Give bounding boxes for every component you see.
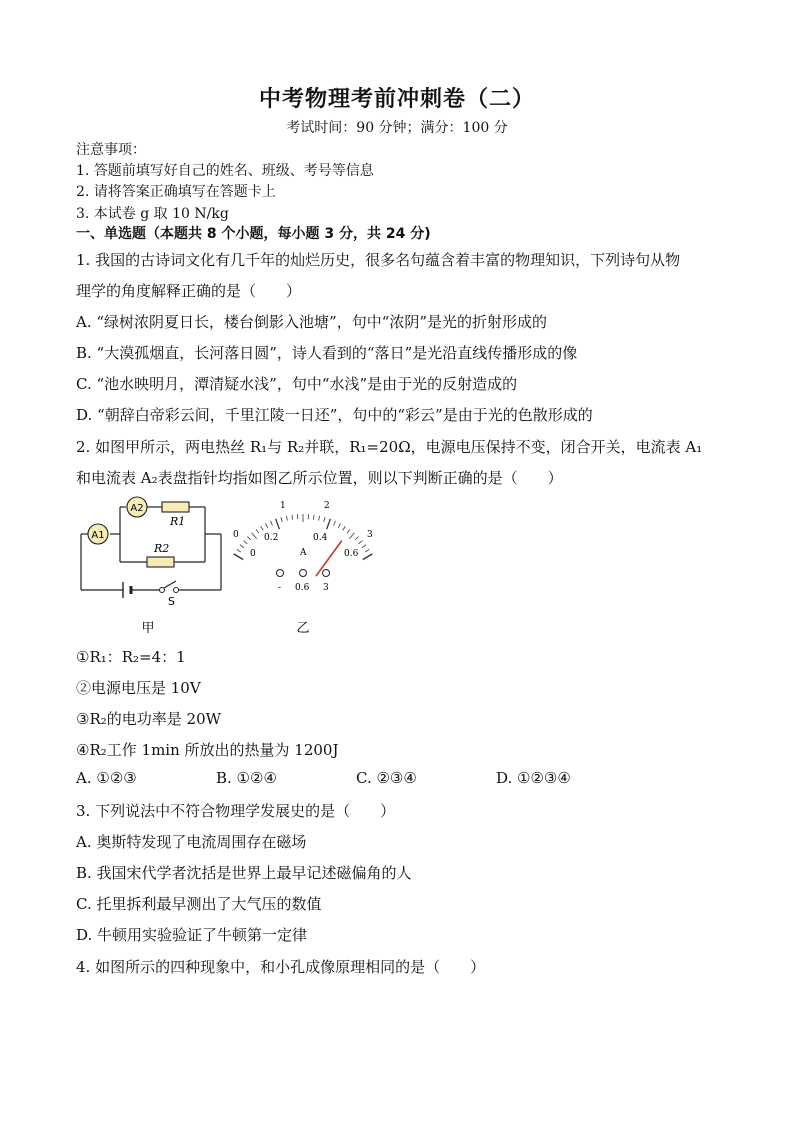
dial-tick <box>313 515 314 520</box>
dial-tick <box>343 526 346 530</box>
terminal-3 <box>323 570 330 577</box>
page-title: 中考物理考前冲刺卷（二） <box>258 87 535 112</box>
q1-stem-line1: 1. 我国的古诗词文化有几千年的灿烂历史，很多名句蕴含着丰富的物理知识，下列诗句从物 <box>76 251 681 269</box>
scale-top-2: 2 <box>324 501 330 511</box>
q2-choices <box>76 769 636 787</box>
scale-bottom-3: 0.6 <box>344 549 359 559</box>
terminal-label-0-6: 0.6 <box>295 583 310 593</box>
section-title: 一、单选题（本题共 8 个小题，每小题 3 分，共 24 分) <box>76 226 431 242</box>
dial-tick <box>363 554 373 560</box>
q2-statement-1: ①R₁：R₂=4：1 <box>76 648 186 666</box>
q2-choice-b: B. ①②④ <box>216 769 277 787</box>
dial-tick <box>349 533 354 539</box>
dial-tick <box>237 549 241 552</box>
dial-tick <box>244 541 248 544</box>
note-item-1: 1. 答题前填写好自己的姓名、班级、考号等信息 <box>76 163 374 179</box>
q2-stem-line1: 2. 如图甲所示，两电热丝 R₁与 R₂并联，R₁=20Ω，电源电压保持不变，闭合开关，电流表 A₁ <box>76 438 703 456</box>
scale-top-0: 0 <box>233 530 239 540</box>
dial-tick <box>271 521 273 526</box>
ammeter-a2-label: A2 <box>130 503 144 514</box>
dial-tick <box>327 519 331 529</box>
q3-option-c: C. 托里拆利最早测出了大气压的数值 <box>76 895 322 913</box>
r2-label: R2 <box>154 542 170 555</box>
q2-statement-2: ②电源电压是 10V <box>76 679 201 697</box>
terminal-label-3: 3 <box>323 583 329 593</box>
note-item-2: 2. 请将答案正确填写在答题卡上 <box>76 184 276 200</box>
q2-stem-line2: 和电流表 A₂表盘指针均指如图乙所示位置，则以下判断正确的是（ ） <box>76 469 563 487</box>
q2-statement-3: ③R₂的电功率是 20W <box>76 710 222 728</box>
dial-tick <box>240 545 244 548</box>
dial-tick <box>252 533 257 539</box>
dial-tick <box>256 529 259 533</box>
terminal-label-negative: - <box>278 583 282 593</box>
terminal-0-6 <box>300 570 307 577</box>
dial-tick <box>359 541 363 544</box>
q2-choice-d: D. ①②③④ <box>496 769 571 787</box>
q1-stem-line2: 理学的角度解释正确的是（ ） <box>76 282 302 300</box>
dial-tick <box>319 516 320 521</box>
switch-label: S <box>168 595 175 608</box>
scale-bottom-0: 0 <box>250 549 256 559</box>
dial-tick <box>334 521 336 526</box>
q1-option-a: A. “绿树浓阴夏日长，楼台倒影入池塘”，句中“浓阴”是光的折射形成的 <box>76 313 548 331</box>
q3-stem: 3. 下列说法中不符合物理学发展史的是（ ） <box>76 802 396 820</box>
switch-contact-right <box>174 588 179 593</box>
meter-unit: A <box>300 548 307 558</box>
q3-option-a: A. 奥斯特发现了电流周围存在磁场 <box>76 833 307 851</box>
terminal-negative <box>277 570 284 577</box>
resistor-r1 <box>162 502 189 512</box>
dial-tick <box>286 516 287 521</box>
dial-tick <box>355 537 359 541</box>
q4-stem: 4. 如图所示的四种现象中，和小孔成像原理相同的是（ ） <box>76 958 486 976</box>
q2-choice-a: A. ①②③ <box>76 769 137 787</box>
scale-top-3: 3 <box>367 530 373 540</box>
scale-top-1: 1 <box>280 501 286 511</box>
dial-tick <box>276 519 280 529</box>
dial-tick <box>234 554 244 560</box>
scale-bottom-2: 0.4 <box>313 533 328 543</box>
q2-choice-c: C. ②③④ <box>356 769 417 787</box>
q2-statement-4: ④R₂工作 1min 所放出的热量为 1200J <box>76 741 339 759</box>
switch-contact-left <box>160 588 165 593</box>
meter-caption: 乙 <box>296 621 310 636</box>
note-item-3: 3. 本试卷 g 取 10 N/kg <box>76 206 229 222</box>
resistor-r2 <box>147 557 174 567</box>
q3-option-d: D. 牛顿用实验验证了牛顿第一定律 <box>76 926 308 944</box>
dial-tick <box>365 549 369 552</box>
dial-tick <box>362 545 366 548</box>
r1-label: R1 <box>170 515 186 528</box>
exam-info: 考试时间：90 分钟；满分：100 分 <box>286 120 508 136</box>
dial-tick <box>292 515 293 520</box>
notes-heading: 注意事项： <box>76 142 146 158</box>
dial-tick <box>281 517 282 522</box>
ammeter-a1-label: A1 <box>91 530 105 541</box>
dial-tick <box>265 523 267 527</box>
q1-option-b: B. “大漠孤烟直，长河落日圆”，诗人看到的“落日”是光沿直线传播形成的像 <box>76 344 578 362</box>
q1-option-d: D. “朝辞白帝彩云间，千里江陵一日还”，句中的“彩云”是由于光的色散形成的 <box>76 406 593 424</box>
dial-tick <box>324 517 325 522</box>
switch-lever <box>164 581 176 588</box>
ammeter-dial <box>228 494 378 636</box>
circuit-diagram <box>76 492 226 637</box>
q3-option-b: B. 我国宋代学者沈括是世界上最早记述磁偏角的人 <box>76 864 412 882</box>
dial-tick <box>338 523 340 527</box>
q1-option-c: C. “池水映明月，潭清疑水浅”，句中“水浅”是由于光的反射造成的 <box>76 375 518 393</box>
dial-tick <box>261 526 264 530</box>
scale-bottom-1: 0.2 <box>264 533 279 543</box>
circuit-caption: 甲 <box>141 621 155 636</box>
dial-tick <box>247 537 251 541</box>
dial-tick <box>347 529 350 533</box>
